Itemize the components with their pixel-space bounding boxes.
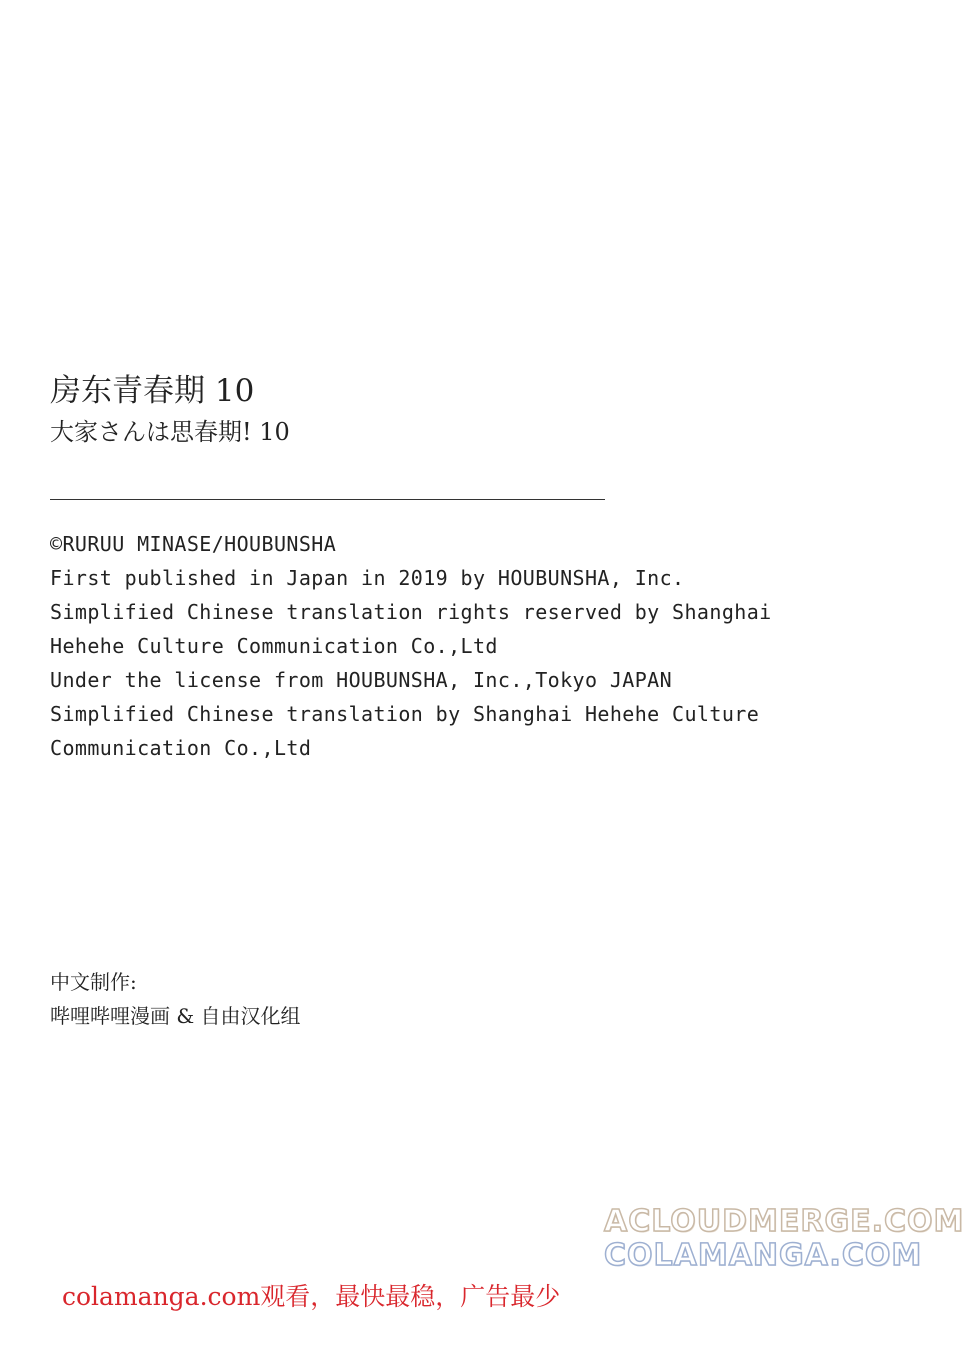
watermark-line-1: ACLOUDMERGE.COM bbox=[604, 1204, 964, 1239]
promo-text: colamanga.com观看，最快最稳，广告最少 bbox=[62, 1282, 561, 1311]
credits-heading: 中文制作: bbox=[50, 970, 137, 994]
original-title: 大家さんは思春期! 10 bbox=[50, 418, 290, 446]
credits-block bbox=[50, 965, 301, 1033]
copyright-line: Communication Co.,Ltd bbox=[50, 736, 312, 760]
book-title: 房东青春期 10 bbox=[50, 373, 255, 409]
copyright-line: ©RURUU MINASE/HOUBUNSHA bbox=[50, 532, 337, 556]
credits-names: 哔哩哔哩漫画 & 自由汉化组 bbox=[50, 1004, 301, 1028]
divider-line bbox=[50, 499, 605, 500]
copyright-block bbox=[50, 527, 772, 765]
copyright-line: First published in Japan in 2019 by HOUBUNSHA, Inc. bbox=[50, 566, 685, 590]
copyright-line: Simplified Chinese translation by Shanghai Hehehe Culture bbox=[50, 702, 760, 726]
copyright-line: Under the license from HOUBUNSHA, Inc.,Tokyo JAPAN bbox=[50, 668, 673, 692]
copyright-line: Hehehe Culture Communication Co.,Ltd bbox=[50, 634, 498, 658]
copyright-line: Simplified Chinese translation rights reserved by Shanghai bbox=[50, 600, 772, 624]
watermark-line-2: COLAMANGA.COM bbox=[604, 1238, 923, 1273]
site-watermark bbox=[604, 1205, 964, 1273]
